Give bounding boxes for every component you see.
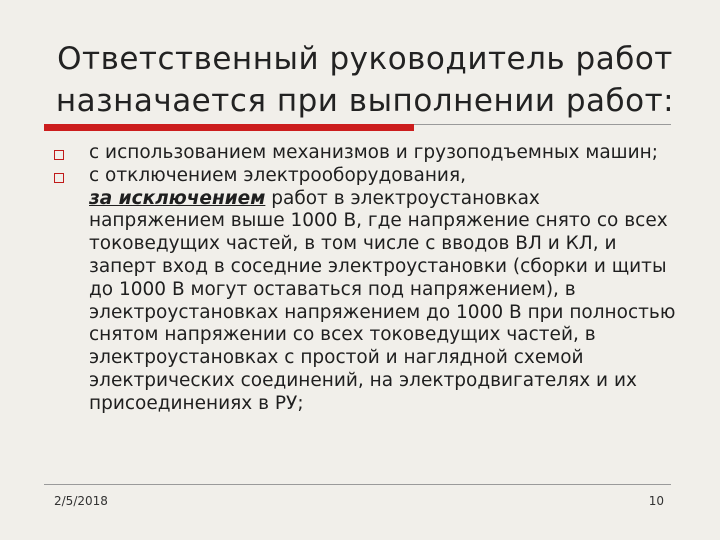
- bullet-text: с отключением электрооборудования,: [89, 164, 466, 186]
- footer-date: 2/5/2018: [54, 494, 108, 508]
- slide-title: [40, 38, 690, 122]
- bullet-list: [50, 142, 680, 416]
- title-line-1: Ответственный руководитель работ: [57, 41, 673, 77]
- bullet-emphasis: за исключением: [89, 187, 266, 209]
- square-bullet-icon: [54, 173, 64, 183]
- bullet-text: с использованием механизмов и грузоподъемных машин;: [89, 142, 658, 163]
- bullet-continuation: работ в электроустановках напряжением выше 1000 В, где напряжение снято со всех токоведущих частей, в том числе с вводов ВЛ и КЛ, и заперт вход в соседние электроустановки (сборки и щиты до 1000 В могут оставаться под напряжением), в электроустановках напряжением до 1000 В при полностью снятом напряжении со всех токоведущих частей, в электроустановках с простой и наглядной схемой электрических соединений, на электродвигателях и их присоединениях в РУ;: [89, 187, 676, 414]
- bullet-item-disconnection: [50, 165, 680, 416]
- slide-number: 10: [648, 494, 664, 508]
- title-accent-bar: [44, 124, 414, 131]
- square-bullet-icon: [54, 150, 64, 160]
- footer-divider-line: [44, 484, 671, 485]
- bullet-item-machines: [50, 142, 680, 165]
- title-line-2: назначается при выполнении работ:: [55, 83, 675, 119]
